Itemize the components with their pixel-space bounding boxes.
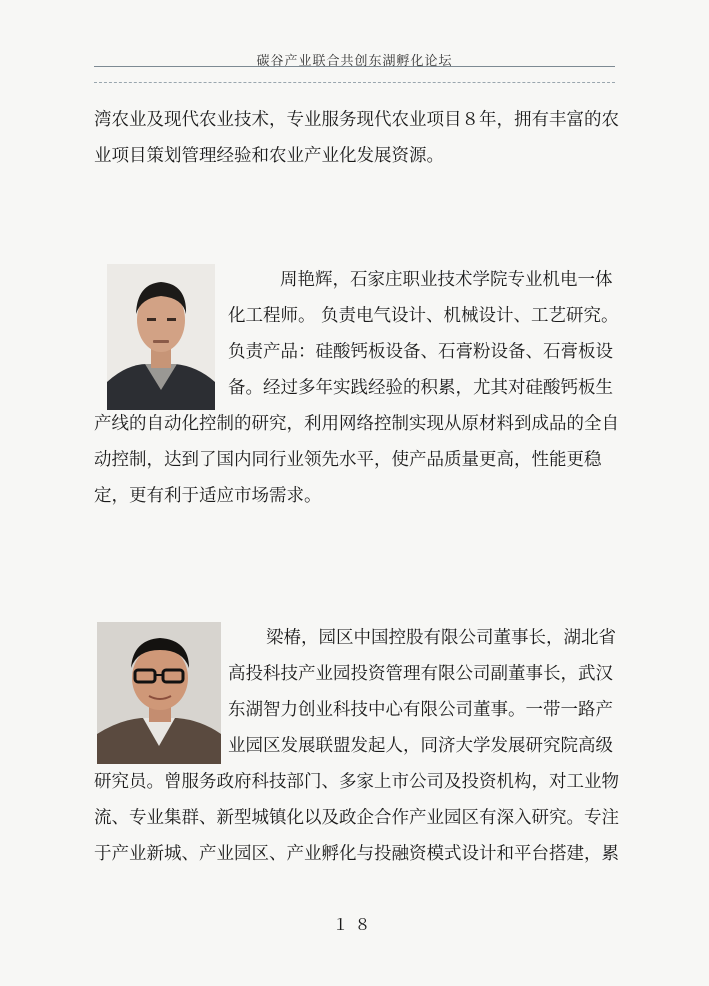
header-dashed-rule: [94, 82, 615, 83]
bio-zhou-text: 周艳辉，石家庄职业技术学院专业机电一体化工程师。 负责电气设计、机械设计、工艺研究。负责产品：硅酸钙板设备、石膏粉设备、石膏板设备。经过多年实践经验的积累，尤其对硅酸钙板生: [228, 270, 619, 398]
portrait-photo-1: [107, 264, 215, 410]
header-rule: [94, 66, 615, 67]
portrait-photo-2: [97, 622, 221, 764]
bio-zhou-continued: 产线的自动化控制的研究，利用网络控制实现从原材料到成品的全自动控制，达到了国内同行业领先水平，使产品质量更高，性能更稳定，更有利于适应市场需求。: [94, 414, 619, 506]
bio-liang-text: 梁椿，园区中国控股有限公司董事长，湖北省高投科技产业园投资管理有限公司副董事长，武汉东湖智力创业科技中心有限公司董事。一带一路产业园区发展联盟发起人，同济大学发展研究院高级: [228, 628, 616, 756]
running-header: 碳谷产业联合共创东湖孵化论坛: [256, 54, 453, 69]
portrait-1-image: [107, 264, 215, 410]
intro-paragraph: 湾农业及现代农业技术，专业服务现代农业项目８年，拥有丰富的农业项目策划管理经验和农业产业化发展资源。: [94, 110, 619, 166]
portrait-2-image: [97, 622, 221, 764]
page-number: １８: [332, 915, 377, 934]
bio-liang-continued: 研究员。曾服务政府科技部门、多家上市公司及投资机构，对工业物流、专业集群、新型城镇化以及政企合作产业园区有深入研究。专注于产业新城、产业园区、产业孵化与投融资模式设计和平台搭建，累: [94, 772, 619, 864]
